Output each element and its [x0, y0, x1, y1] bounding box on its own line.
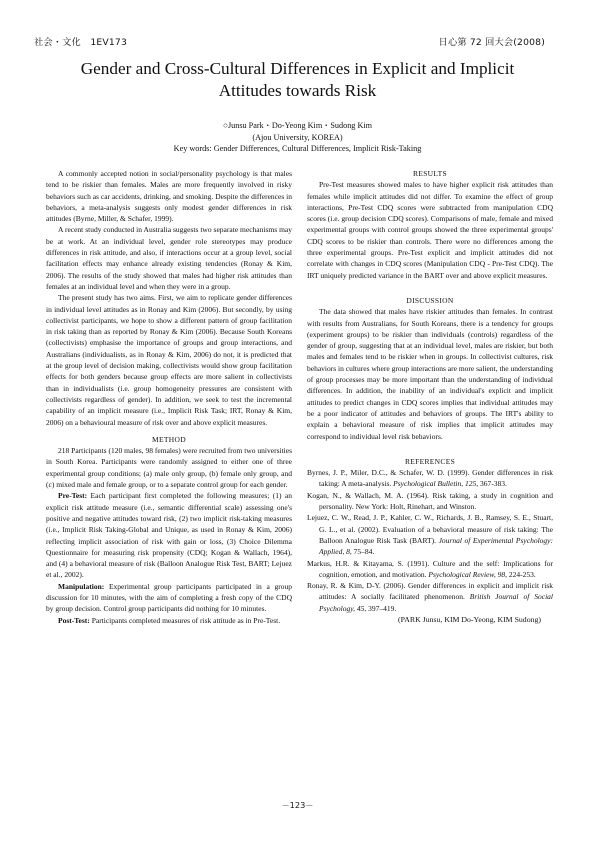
manipulation-paragraph — [46, 581, 292, 615]
pretest-text: Each participant first completed the following measures; (1) an explicit risk attitude measure (i.e., semantic differential scale) assessing one's positive and negative attitudes toward risk, (2) two implicit risk-taking measures (i.e., Implicit Risk Taking-Global and Unique, as used in Ronay & Kim, 2006) reflecting implicit association of risk with gain or loss, (3) Choice Dilemma Questionnaire for measuring risk propensity (CDQ; Kogan & Wallach, 1964), and (4) a behavioral measure of risk (Balloon Analogue Risk Test, BART; Lejuez et al., 2002). — [46, 491, 292, 580]
page-number: －123－ — [281, 800, 314, 810]
reference-item: Kogan, N., & Wallach, M. A. (1964). Risk taking, a study in cognition and personality. New York: Holt, Rinehart, and Winston. — [307, 490, 553, 512]
references-heading: REFERENCES — [404, 456, 456, 466]
authors: ○Junsu Park・Do-Yeong Kim・Sudong Kim — [223, 121, 372, 130]
discussion-heading: DISCUSSION — [406, 295, 454, 305]
reference-item: Markus, H.R. & Kitayama, S. (1991). Culture and the self: Implications for cognition, emotion, and motivation. Psychological Review, 98, 224-253. — [307, 558, 553, 579]
posttest-paragraph — [46, 615, 292, 626]
manipulation-text: Experimental group participants participated in a group discussion for 10 minutes, with the aim of completing a fresh copy of the CDQ by group decision. Control group participants did nothing for 10 minutes. — [46, 581, 292, 614]
results-paragraph: Pre-Test measures showed males to have higher explicit risk attitudes than females while implicit attitudes did not differ. To examine the effect of group interactions, Pre-Test CDQ scores were subtracted from manipulation CDQ scores (i.e. group decision CDQ scores). Comparisons of male, female and mixed experimental groups with control groups showed the three experimental groups' CDQ scores to be riskier than controls. There were no differences among the three experimental groups. Pre-Test explicit and implicit attitudes did not correlate with changes in CDQ scores (Manipulation CDQ - Pre-Test CDQ). The IRT uniquely predicted variance in the BART over and above explicit measures. — [307, 180, 553, 280]
pretest-paragraph — [46, 490, 292, 580]
pretest-label: Pre-Test: — [58, 491, 88, 501]
author-signature: (PARK Junsu, KIM Do-Yeong, KIM Sudong) — [398, 614, 541, 624]
paper-title — [40, 58, 555, 102]
right-column — [307, 168, 553, 625]
method-paragraph: 218 Participants (120 males, 98 females) were recruited from two universities in South Korea. Participants were randomly assigned to either one of three experimental group conditions; (a) male only group, (b) female only group, and (c) mixed male and female group, or to a separate control group for each gender. — [46, 446, 292, 490]
posttest-label: Post-Test: — [58, 615, 90, 625]
intro-paragraph: A recent study conducted in Australia suggests two separate mechanisms may be at work. At an individual level, gender role stereotypes may produce differences in risk attitude, and also, if interactions occur at a group level, social facilitation effects may enhance already existing tendencies (Ronay & Kim, 2006). The results of the study showed that males had higher risk attitudes than females at an individual level and when they were in a group. — [46, 225, 292, 291]
keywords: Key words: Gender Differences, Cultural Differences, Implicit Risk-Taking — [173, 144, 422, 153]
header-left: 社会・文化 1EV173 — [34, 37, 127, 48]
reference-item: Ronay, R. & Kim, D-Y. (2006). Gender differences in explicit and implicit risk attitudes: A socially facilitated phenomenon. British Journal of Social Psychology, 45, 397–419. — [307, 581, 553, 613]
reference-item: Lejuez, C. W., Read, J. P., Kahler, C. W., Richards, J. B., Ramsey, S. E., Stuart, G. L., et al. (2002). Evaluation of a behavioral measure of risk taking: The Balloon Analogue Risk Task (BART). Journal of Experimental Psychology: Applied, 8, 75–84. — [307, 513, 554, 557]
manipulation-label: Manipulation: — [58, 581, 105, 591]
intro-paragraph: The present study has two aims. First, we aim to replicate gender differences in individual level attitudes as in Ronay and Kim (2006). But secondly, by using collectivist participants, we hope to show a different pattern of group facilitation in risk taking than as reported by Ronay & Kim (2006). Because South Koreans (collectivists) emphasise the importance of groups and group interactions, and Australians (individualists, as in Ronay & Kim, 2006) do not, it is predicted that at the group level of decision making, collectivists would show group facilitation effects for both genders because group effects are more salient in collectivists than in individualists (i.e. group homogeneity pressures are consistent with collectivists regardless of gender). In addition, we seek to test the incremental capability of an implicit measure (i.e., Implicit Risk Task; IRT, Ronay & Kim, 2006) on a behavioural measure of risk over and above explicit measures. — [46, 293, 292, 427]
title-line-2: Attitudes towards Risk — [218, 81, 377, 100]
intro-paragraph: A commonly accepted notion in social/personality psychology is that males tend to be riskier than females. Males are more frequently involved in risky behaviors such as car accidents, drinking, and smoking. Despite the differences in behaviors, a meta-analysis suggests only modest gender differences in risk attitudes (Byrne, Miller, & Schafer, 1999). — [46, 169, 292, 224]
posttest-text: Participants completed measures of risk attitude as in Pre-Test. — [89, 615, 281, 625]
left-column — [46, 168, 292, 626]
discussion-paragraph: The data showed that males have riskier attitudes than females. In contrast with results from Australians, for South Koreans, there is a tendency for groups (experiment groups) to be riskier than individuals (controls) regardless of the gender of group, suggesting that at an individual level, males are riskier, but both males and females tend to be riskier when in groups. In collectivist cultures, risk behaviors in cultures where group interactions are more salient, the understanding of group processes may be more important than the understanding of individual differences. In addition, the inability of an individual's explicit and implicit attitudes to predict changes in CDQ scores implies that individual attitudes may be a poor indicator of attitudes and behaviors of groups. The IRT's ability to explain a behavioral measure of risk implies that implicit attitudes may correspond to individual level risk behaviors. — [307, 307, 553, 441]
author-block — [40, 120, 555, 155]
header-right: 日心第 72 回大会(2008) — [438, 37, 545, 48]
results-heading: RESULTS — [413, 169, 447, 178]
title-line-1: Gender and Cross-Cultural Differences in Explicit and Implicit — [80, 59, 515, 78]
method-heading: METHOD — [152, 434, 186, 444]
reference-item: Byrnes, J. P., Miler, D.C., & Schafer, W. D. (1999). Gender differences in risk taking: A meta-analysis. Psychological Bulletin, 125, 367-383. — [307, 468, 553, 489]
affiliation: (Ajou University, KOREA) — [252, 132, 343, 142]
